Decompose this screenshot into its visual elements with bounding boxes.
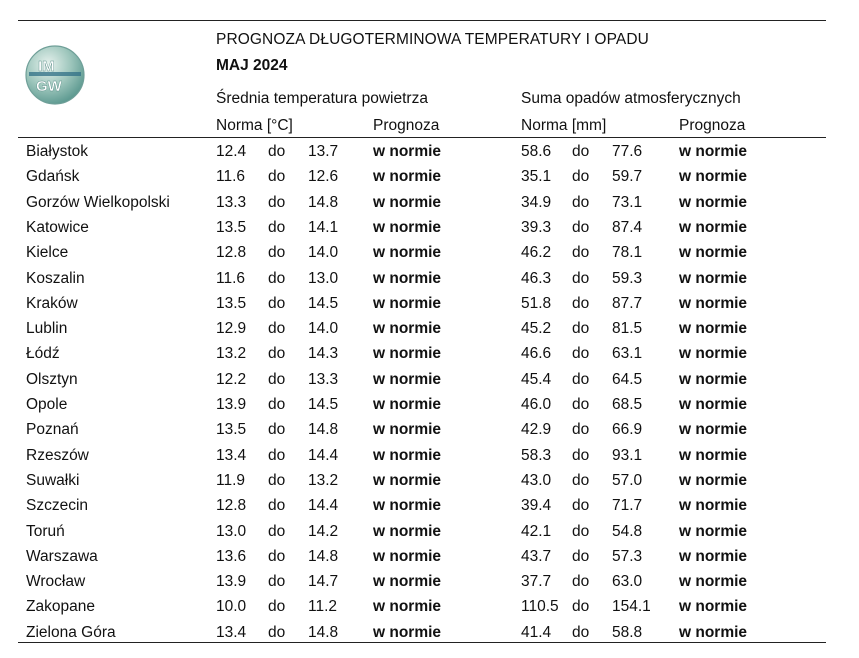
temperature-norm-min: 13.5 <box>216 218 247 236</box>
precipitation-norm-min: 39.3 <box>521 218 552 236</box>
temperature-forecast: w normie <box>373 269 442 287</box>
precipitation-norm-min: 42.9 <box>521 421 552 439</box>
city-name: Poznań <box>26 421 79 439</box>
table-row <box>0 371 859 396</box>
temperature-forecast: w normie <box>373 143 442 160</box>
precipitation-forecast: w normie <box>679 345 748 363</box>
temperature-norm-max: 13.0 <box>308 269 339 287</box>
temperature-norm-header: Norma [°C] <box>216 117 293 134</box>
table-row <box>0 447 859 472</box>
precipitation-forecast: w normie <box>679 370 748 388</box>
table-row <box>0 194 859 219</box>
precipitation-range-connector: do <box>572 294 590 312</box>
precipitation-norm-max: 87.7 <box>612 294 643 312</box>
temperature-forecast: w normie <box>373 396 442 413</box>
city-name: Łódź <box>26 345 60 363</box>
precipitation-forecast: w normie <box>679 269 748 287</box>
temperature-norm-max: 13.2 <box>308 471 339 489</box>
precipitation-norm-max: 78.1 <box>612 244 643 262</box>
precipitation-norm-min: 110.5 <box>521 598 559 616</box>
city-name: Kielce <box>26 244 69 262</box>
temperature-forecast: w normie <box>373 497 442 515</box>
precipitation-norm-min: 45.2 <box>521 320 552 338</box>
temperature-range-connector: do <box>268 623 286 641</box>
city-name: Katowice <box>26 218 89 236</box>
temperature-range-connector: do <box>268 345 286 363</box>
precipitation-norm-header: Norma [mm] <box>521 117 607 134</box>
precipitation-range-connector: do <box>572 522 590 540</box>
precipitation-forecast: w normie <box>679 168 748 186</box>
temperature-range-connector: do <box>268 598 286 616</box>
precipitation-range-connector: do <box>572 598 590 616</box>
temperature-range-connector: do <box>268 497 286 515</box>
temperature-norm-min: 11.9 <box>216 471 246 489</box>
precipitation-forecast: w normie <box>679 244 748 262</box>
city-name: Olsztyn <box>26 370 78 388</box>
table-row <box>0 168 859 193</box>
temperature-forecast-header: Prognoza <box>373 117 440 134</box>
document-title: PROGNOZA DŁUGOTERMINOWA TEMPERATURY I OPADU <box>216 31 649 48</box>
precipitation-norm-min: 46.0 <box>521 396 552 413</box>
precipitation-range-connector: do <box>572 471 590 489</box>
temperature-range-connector: do <box>268 471 286 489</box>
city-name: Szczecin <box>26 497 89 515</box>
precipitation-range-connector: do <box>572 345 590 363</box>
temperature-range-connector: do <box>268 573 286 591</box>
temperature-norm-min: 11.6 <box>216 168 246 186</box>
temperature-norm-min: 13.4 <box>216 623 247 641</box>
precipitation-range-connector: do <box>572 244 590 262</box>
temperature-group-heading: Średnia temperatura powietrza <box>216 90 428 107</box>
temperature-range-connector: do <box>268 168 286 186</box>
precipitation-norm-max: 87.4 <box>612 218 643 236</box>
temperature-norm-max: 14.1 <box>308 218 339 236</box>
precipitation-range-connector: do <box>572 269 590 287</box>
table-row <box>0 624 859 649</box>
precipitation-norm-max: 64.5 <box>612 370 643 388</box>
precipitation-range-connector: do <box>572 497 590 515</box>
temperature-norm-max: 14.8 <box>308 547 339 565</box>
document-subtitle: MAJ 2024 <box>216 57 288 74</box>
temperature-norm-min: 13.9 <box>216 573 247 591</box>
temperature-forecast: w normie <box>373 547 442 565</box>
city-name: Lublin <box>26 320 68 338</box>
temperature-range-connector: do <box>268 193 286 211</box>
precipitation-forecast-header: Prognoza <box>679 117 746 134</box>
precipitation-range-connector: do <box>572 421 590 439</box>
precipitation-forecast: w normie <box>679 294 748 312</box>
precipitation-norm-max: 154.1 <box>612 598 651 616</box>
temperature-norm-max: 14.8 <box>308 623 339 641</box>
temperature-forecast: w normie <box>373 370 442 388</box>
temperature-forecast: w normie <box>373 421 442 439</box>
precipitation-range-connector: do <box>572 193 590 211</box>
precipitation-norm-max: 54.8 <box>612 522 643 540</box>
precipitation-forecast: w normie <box>679 547 748 565</box>
temperature-forecast: w normie <box>373 294 442 312</box>
precipitation-norm-max: 63.0 <box>612 573 643 591</box>
temperature-norm-min: 13.5 <box>216 294 247 312</box>
precipitation-forecast: w normie <box>679 446 748 464</box>
precipitation-norm-min: 43.7 <box>521 547 552 565</box>
precipitation-norm-min: 42.1 <box>521 522 552 540</box>
precipitation-range-connector: do <box>572 143 590 160</box>
precipitation-forecast: w normie <box>679 218 748 236</box>
precipitation-forecast: w normie <box>679 421 748 439</box>
precipitation-norm-max: 68.5 <box>612 396 643 413</box>
precipitation-range-connector: do <box>572 370 590 388</box>
precipitation-norm-min: 37.7 <box>521 573 552 591</box>
temperature-range-connector: do <box>268 320 286 338</box>
precipitation-forecast: w normie <box>679 193 748 211</box>
precipitation-norm-max: 71.7 <box>612 497 643 515</box>
temperature-norm-max: 14.8 <box>308 193 339 211</box>
temperature-forecast: w normie <box>373 320 442 338</box>
temperature-forecast: w normie <box>373 218 442 236</box>
precipitation-norm-max: 73.1 <box>612 193 643 211</box>
precipitation-norm-max: 57.3 <box>612 547 643 565</box>
precipitation-group-heading: Suma opadów atmosferycznych <box>521 90 741 107</box>
precipitation-range-connector: do <box>572 396 590 413</box>
precipitation-norm-min: 46.3 <box>521 269 552 287</box>
table-row <box>0 573 859 598</box>
precipitation-norm-max: 59.7 <box>612 168 643 186</box>
precipitation-norm-min: 46.6 <box>521 345 552 363</box>
city-name: Gorzów Wielkopolski <box>26 193 170 211</box>
temperature-norm-min: 13.0 <box>216 522 247 540</box>
temperature-norm-min: 13.9 <box>216 396 247 413</box>
precipitation-range-connector: do <box>572 218 590 236</box>
city-name: Suwałki <box>26 471 80 489</box>
temperature-norm-min: 12.8 <box>216 497 247 515</box>
precipitation-forecast: w normie <box>679 598 748 616</box>
temperature-range-connector: do <box>268 244 286 262</box>
temperature-norm-min: 13.2 <box>216 345 247 363</box>
precipitation-forecast: w normie <box>679 573 748 591</box>
temperature-forecast: w normie <box>373 345 442 363</box>
temperature-norm-min: 12.9 <box>216 320 247 338</box>
precipitation-norm-max: 59.3 <box>612 269 643 287</box>
temperature-norm-max: 14.4 <box>308 497 339 515</box>
temperature-norm-min: 13.5 <box>216 421 247 439</box>
precipitation-range-connector: do <box>572 320 590 338</box>
precipitation-range-connector: do <box>572 168 590 186</box>
temperature-norm-max: 14.3 <box>308 345 339 363</box>
table-row <box>0 219 859 244</box>
temperature-norm-max: 14.0 <box>308 320 339 338</box>
temperature-norm-min: 13.3 <box>216 193 247 211</box>
city-name: Warszawa <box>26 547 98 565</box>
city-name: Kraków <box>26 294 78 312</box>
temperature-norm-max: 14.2 <box>308 522 339 540</box>
precipitation-norm-max: 81.5 <box>612 320 643 338</box>
temperature-norm-max: 14.0 <box>308 244 339 262</box>
precipitation-norm-min: 34.9 <box>521 193 552 211</box>
precipitation-forecast: w normie <box>679 471 748 489</box>
table-row <box>0 295 859 320</box>
precipitation-norm-min: 41.4 <box>521 623 552 641</box>
city-name: Zielona Góra <box>26 623 116 641</box>
precipitation-norm-min: 39.4 <box>521 497 552 515</box>
temperature-range-connector: do <box>268 143 286 160</box>
table-row <box>0 421 859 446</box>
precipitation-norm-min: 43.0 <box>521 471 552 489</box>
temperature-range-connector: do <box>268 269 286 287</box>
temperature-norm-min: 12.8 <box>216 244 247 262</box>
temperature-norm-min: 11.6 <box>216 269 246 287</box>
table-row <box>0 320 859 345</box>
city-name: Gdańsk <box>26 168 80 186</box>
precipitation-forecast: w normie <box>679 396 748 413</box>
table-row <box>0 472 859 497</box>
temperature-norm-max: 12.6 <box>308 168 339 186</box>
precipitation-norm-min: 51.8 <box>521 294 552 312</box>
precipitation-forecast: w normie <box>679 320 748 338</box>
table-row <box>0 143 859 168</box>
temperature-norm-min: 12.4 <box>216 143 247 160</box>
temperature-range-connector: do <box>268 396 286 413</box>
temperature-norm-max: 14.7 <box>308 573 339 591</box>
temperature-norm-max: 14.8 <box>308 421 339 439</box>
temperature-range-connector: do <box>268 446 286 464</box>
table-row <box>0 497 859 522</box>
temperature-range-connector: do <box>268 370 286 388</box>
precipitation-norm-max: 57.0 <box>612 471 643 489</box>
top-rule <box>18 20 826 21</box>
precipitation-range-connector: do <box>572 547 590 565</box>
temperature-norm-min: 13.6 <box>216 547 247 565</box>
precipitation-forecast: w normie <box>679 522 748 540</box>
table-row <box>0 598 859 623</box>
logo-text-top: IM <box>38 58 55 75</box>
temperature-norm-max: 14.5 <box>308 396 339 413</box>
temperature-norm-max: 11.2 <box>308 598 338 616</box>
temperature-forecast: w normie <box>373 446 442 464</box>
temperature-forecast: w normie <box>373 193 442 211</box>
temperature-norm-max: 13.3 <box>308 370 339 388</box>
precipitation-norm-max: 93.1 <box>612 446 643 464</box>
temperature-norm-max: 14.4 <box>308 446 339 464</box>
precipitation-norm-max: 63.1 <box>612 345 643 363</box>
temperature-norm-max: 14.5 <box>308 294 339 312</box>
precipitation-norm-max: 58.8 <box>612 623 643 641</box>
temperature-forecast: w normie <box>373 623 442 641</box>
table-row <box>0 270 859 295</box>
header-rule <box>18 137 826 138</box>
city-name: Białystok <box>26 143 89 160</box>
precipitation-range-connector: do <box>572 446 590 464</box>
temperature-norm-min: 13.4 <box>216 446 247 464</box>
bottom-rule <box>18 642 826 643</box>
precipitation-range-connector: do <box>572 573 590 591</box>
table-row <box>0 523 859 548</box>
precipitation-norm-max: 77.6 <box>612 143 643 160</box>
city-name: Opole <box>26 396 68 413</box>
precipitation-norm-min: 58.6 <box>521 143 552 160</box>
precipitation-forecast: w normie <box>679 143 748 160</box>
temperature-forecast: w normie <box>373 471 442 489</box>
precipitation-forecast: w normie <box>679 497 748 515</box>
precipitation-range-connector: do <box>572 623 590 641</box>
table-row <box>0 396 859 421</box>
table-row <box>0 345 859 370</box>
table-row <box>0 244 859 269</box>
city-name: Koszalin <box>26 269 85 287</box>
temperature-forecast: w normie <box>373 522 442 540</box>
table-row <box>0 548 859 573</box>
temperature-forecast: w normie <box>373 168 442 186</box>
temperature-range-connector: do <box>268 421 286 439</box>
temperature-forecast: w normie <box>373 244 442 262</box>
temperature-norm-min: 10.0 <box>216 598 247 616</box>
temperature-forecast: w normie <box>373 598 442 616</box>
precipitation-norm-min: 35.1 <box>521 168 552 186</box>
temperature-range-connector: do <box>268 547 286 565</box>
city-name: Rzeszów <box>26 446 89 464</box>
city-name: Toruń <box>26 522 65 540</box>
temperature-norm-min: 12.2 <box>216 370 247 388</box>
city-name: Wrocław <box>26 573 86 591</box>
precipitation-norm-min: 58.3 <box>521 446 552 464</box>
temperature-norm-max: 13.7 <box>308 143 339 160</box>
precipitation-norm-min: 45.4 <box>521 370 552 388</box>
temperature-range-connector: do <box>268 218 286 236</box>
imgw-logo <box>24 44 86 106</box>
temperature-range-connector: do <box>268 294 286 312</box>
precipitation-forecast: w normie <box>679 623 748 641</box>
precipitation-norm-min: 46.2 <box>521 244 552 262</box>
temperature-forecast: w normie <box>373 573 442 591</box>
temperature-range-connector: do <box>268 522 286 540</box>
city-name: Zakopane <box>26 598 95 616</box>
precipitation-norm-max: 66.9 <box>612 421 643 439</box>
logo-text-bottom: GW <box>36 78 62 95</box>
